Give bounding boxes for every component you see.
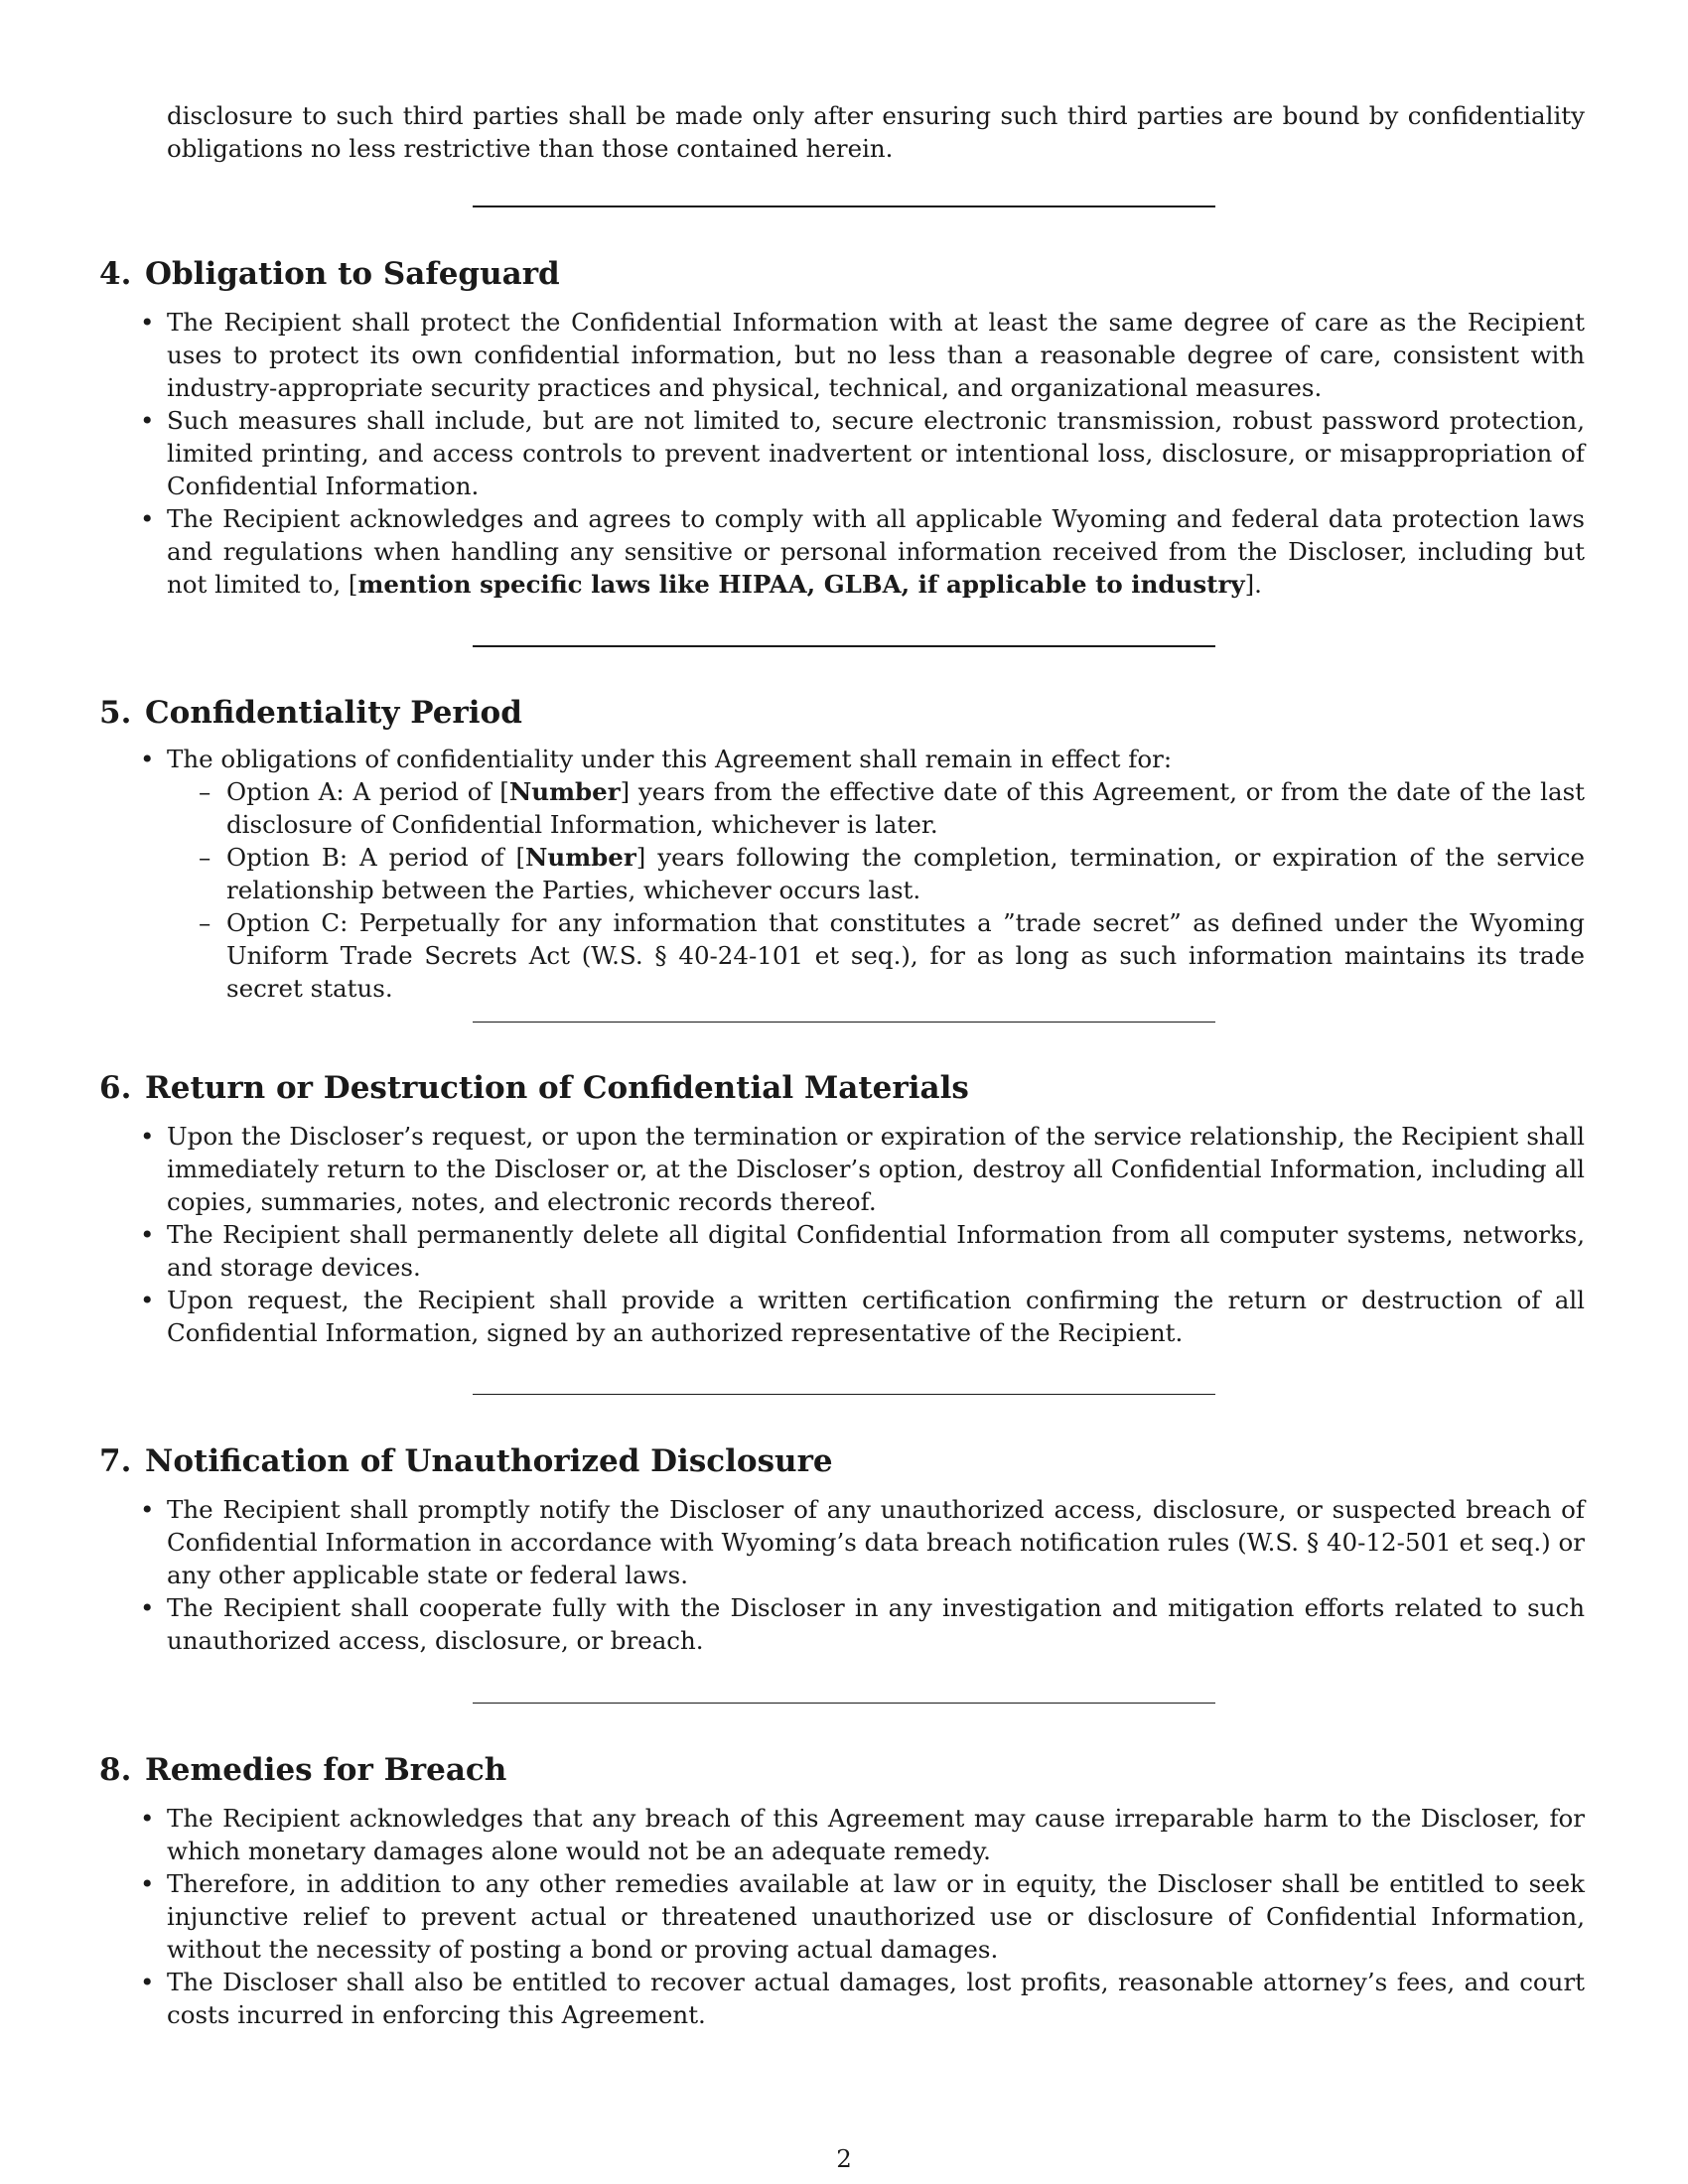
item-text: The Recipient acknowledges and agrees to comply with all applicable Wyoming and federal data protection laws and regulations when handling any sensitive or personal information received from the Discloser, including but not limited to, [ <box>167 504 1585 599</box>
list-item: • Upon the Discloser’s request, or upon the termination or expiration of the service relationship, the Recipient shall immediately return to the Discloser or, at the Discloser’s option, destroy all Confidential Information, including all copies, summaries, notes, and electronic records thereof. <box>167 1120 1585 1218</box>
page-number: 2 <box>836 2144 852 2173</box>
section-divider <box>473 205 1215 207</box>
section-title: Remedies for Breach <box>145 1752 507 1788</box>
section-title: Obligation to Safeguard <box>145 256 560 292</box>
section-title: Notification of Unauthorized Disclosure <box>145 1443 833 1479</box>
list-item: • The Recipient shall protect the Confidential Information with at least the same degree of care as the Recipient uses to protect its own confidential information, but no less than a reasonable degree of care, consistent with industry-appropriate security practices and physical, technical, and organizational measures. <box>167 306 1585 404</box>
item-text: ] years following the completion, termination, or expiration of the service relationship between the Parties, whichever occurs last. <box>226 843 1585 904</box>
option-list <box>167 775 1585 1005</box>
section-number: 4. <box>99 256 132 292</box>
bullet-list <box>99 1493 1585 1657</box>
option-item: – Option C: Perpetually for any information that constitutes a ”trade secret” as defined under the Wyoming Uniform Trade Secrets Act (W.S. § 40-24-101 et seq.), for as long as such information maintains its trade secret status. <box>226 906 1585 1005</box>
list-item: • The Recipient shall permanently delete all digital Confidential Information from all computer systems, networks, and storage devices. <box>167 1218 1585 1284</box>
section-divider <box>473 1703 1215 1704</box>
section-number: 5. <box>99 695 132 731</box>
section-divider <box>473 645 1215 647</box>
placeholder-text: mention specific laws like HIPAA, GLBA, if applicable to industry <box>357 570 1245 599</box>
section-heading <box>99 1441 1585 1481</box>
section-7 <box>99 1441 1585 1657</box>
option-item <box>226 775 1585 841</box>
section-5 <box>99 693 1585 1005</box>
item-text: ] years from the effective date of this Agreement, or from the date of the last disclosure of Confidential Information, whichever is later. <box>226 777 1586 839</box>
item-text: Option B: A period of [ <box>226 843 526 872</box>
list-item: • The Recipient shall promptly notify the Discloser of any unauthorized access, disclosure, or suspected breach of Confidential Information in accordance with Wyoming’s data breach notification rules (W.S. § 40-12-501 et seq.) or any other applicable state or federal laws. <box>167 1493 1585 1591</box>
option-item <box>226 841 1585 906</box>
list-item: • The Discloser shall also be entitled to recover actual damages, lost profits, reasonable attorney’s fees, and court costs incurred in enforcing this Agreement. <box>167 1966 1585 2031</box>
placeholder-text: Number <box>525 843 636 872</box>
section-number: 6. <box>99 1070 132 1106</box>
section-divider <box>473 1394 1215 1395</box>
section-title: Return or Destruction of Confidential Materials <box>145 1070 969 1106</box>
section-number: 8. <box>99 1752 132 1788</box>
item-text: The obligations of confidentiality under this Agreement shall remain in effect for: <box>167 745 1173 773</box>
section-number: 7. <box>99 1443 132 1479</box>
placeholder-text: Number <box>508 777 621 806</box>
list-item <box>167 502 1585 601</box>
list-item: • Upon request, the Recipient shall provide a written certification confirming the return or destruction of all Confidential Information, signed by an authorized representative of the Recipient. <box>167 1284 1585 1349</box>
section-divider <box>473 1022 1215 1023</box>
section-heading <box>99 254 1585 294</box>
item-text: Option A: A period of [ <box>226 777 509 806</box>
continuation-paragraph: disclosure to such third parties shall be made only after ensuring such third parties are bound by confidentiality obligations no less restrictive than those contained herein. <box>167 101 1585 163</box>
bullet-list <box>99 1802 1585 2031</box>
section-title: Confidentiality Period <box>145 695 522 731</box>
list-item <box>167 743 1585 1005</box>
list-item: • Therefore, in addition to any other remedies available at law or in equity, the Discloser shall be entitled to seek injunctive relief to prevent actual or threatened unauthorized use or disclosure of Confidential Information, without the necessity of posting a bond or proving actual damages. <box>167 1867 1585 1966</box>
section-heading <box>99 1068 1585 1108</box>
section-8 <box>99 1750 1585 2031</box>
item-text: ]. <box>1244 570 1262 599</box>
bullet-list <box>99 743 1585 1005</box>
list-item: • The Recipient shall cooperate fully with the Discloser in any investigation and mitigation efforts related to such unauthorized access, disclosure, or breach. <box>167 1591 1585 1657</box>
list-item: • The Recipient acknowledges that any breach of this Agreement may cause irreparable harm to the Discloser, for which monetary damages alone would not be an adequate remedy. <box>167 1802 1585 1867</box>
list-item: • Such measures shall include, but are not limited to, secure electronic transmission, robust password protection, limited printing, and access controls to prevent inadvertent or intentional loss, disclosure, or misappropriation of Confidential Information. <box>167 404 1585 502</box>
section-heading <box>99 693 1585 733</box>
bullet-list <box>99 1120 1585 1349</box>
section-heading <box>99 1750 1585 1790</box>
bullet-list <box>99 306 1585 601</box>
section-4 <box>99 254 1585 601</box>
section-6 <box>99 1068 1585 1349</box>
